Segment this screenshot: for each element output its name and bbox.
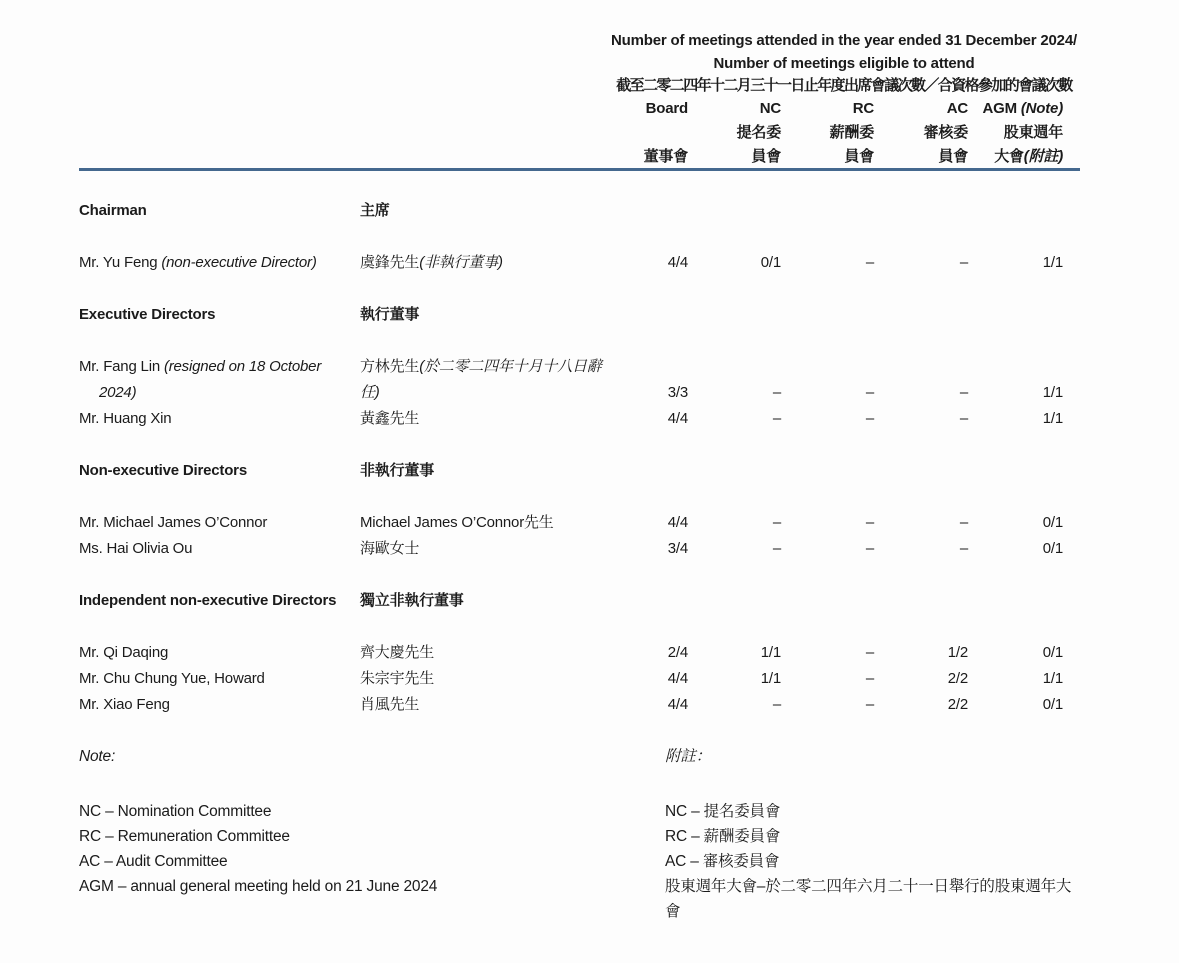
attendance-value-board: 4/4 <box>667 696 688 713</box>
director-name-zh <box>360 510 608 536</box>
section-gap <box>79 562 1080 588</box>
column-header-board <box>608 97 688 169</box>
column-header-zh-line1: 審核委 <box>923 124 968 141</box>
attendance-value-ac: – <box>959 410 968 427</box>
column-header-en-note: (Note) <box>1020 100 1063 117</box>
table-row <box>79 406 1080 432</box>
section-heading-en: Chairman <box>79 202 147 219</box>
attendance-value-board: 3/3 <box>667 384 688 401</box>
header-divider-rule <box>79 168 1080 171</box>
attendance-value-nc: – <box>772 514 781 531</box>
director-name-note: (resigned on 18 October <box>163 358 322 375</box>
attendance-value-board: 4/4 <box>667 410 688 427</box>
note-item-zh: 股東週年大會–於二零二四年六月二十一日舉行的股東週年大會 <box>665 878 1072 920</box>
column-header-zh-line1: 股東週年 <box>1003 124 1063 141</box>
director-name-en <box>79 536 360 562</box>
director-name-en <box>79 640 360 666</box>
heading-gap <box>79 224 1080 250</box>
column-header-en: Board <box>645 100 688 117</box>
director-name-zh-text: 齊大慶先生 <box>360 644 435 661</box>
column-header-en: AC <box>946 100 968 117</box>
director-name-en <box>79 666 360 692</box>
director-name-zh-text: 虞鋒先生 <box>360 254 420 271</box>
director-name: Mr. Chu Chung Yue, Howard <box>79 670 265 687</box>
attendance-value-board: 4/4 <box>667 670 688 687</box>
attendance-value-ac: – <box>959 514 968 531</box>
column-header-zh-line2: 員會 <box>938 148 968 165</box>
director-name-note: (non-executive Director) <box>161 254 317 271</box>
table-title-chinese: 截至二零二四年十二月三十一日止年度出席會議次數／合資格參加的會議次數 <box>616 77 1072 94</box>
director-name-en-line1 <box>79 354 360 380</box>
note-item-zh: AC – 審核委員會 <box>665 853 780 870</box>
note-label-zh: 附註： <box>665 748 711 765</box>
table-row <box>79 250 1080 276</box>
director-name-zh <box>360 250 608 276</box>
attendance-value-rc: – <box>865 514 874 531</box>
director-name-zh <box>360 666 608 692</box>
director-name-zh-text: 海歐女士 <box>360 540 420 557</box>
director-name-zh <box>360 536 608 562</box>
attendance-value-nc: 1/1 <box>760 670 781 687</box>
column-header-spacer-zh <box>360 97 608 169</box>
attendance-value-ac: – <box>959 254 968 271</box>
section-heading-en: Independent non-executive Directors <box>79 592 337 609</box>
director-name: Mr. Yu Feng <box>79 254 158 271</box>
column-header-zh-line1: 提名委 <box>736 124 781 141</box>
column-header-spacer-en <box>79 97 360 169</box>
section-heading-zh: 執行董事 <box>360 306 420 323</box>
section-heading-en: Non-executive Directors <box>79 462 247 479</box>
director-name-zh <box>360 640 608 666</box>
note-item-en: RC – Remuneration Committee <box>79 828 290 845</box>
column-header-agm <box>968 97 1080 169</box>
column-header-zh-line1: 薪酬委 <box>829 124 874 141</box>
director-name-zh-text: Michael James O’Connor先生 <box>360 514 554 531</box>
section-heading <box>79 302 1080 328</box>
director-name: Ms. Hai Olivia Ou <box>79 540 193 557</box>
section-heading-zh: 獨立非執行董事 <box>360 592 464 609</box>
section-heading <box>79 198 1080 224</box>
table-row <box>79 640 1080 666</box>
section-gap <box>79 276 1080 302</box>
table-row <box>79 536 1080 562</box>
attendance-value-rc: – <box>865 670 874 687</box>
attendance-value-board: 4/4 <box>667 254 688 271</box>
attendance-value-agm: 0/1 <box>1042 540 1063 557</box>
table-title-line2: Number of meetings eligible to attend <box>713 54 975 72</box>
column-header-en: AGM (Note) <box>982 100 1063 117</box>
attendance-value-nc: 0/1 <box>760 254 781 271</box>
attendance-value-board: 3/4 <box>667 540 688 557</box>
director-name-zh <box>360 406 608 432</box>
attendance-value-agm: 1/1 <box>1042 254 1063 271</box>
section-heading-zh: 主席 <box>360 202 390 219</box>
attendance-value-nc: – <box>772 384 781 401</box>
attendance-value-ac: 2/2 <box>947 696 968 713</box>
column-header-zh-line2: 董事會 <box>643 148 688 165</box>
section-heading-zh: 非執行董事 <box>360 462 435 479</box>
director-name-zh-note: (非執行董事) <box>419 254 503 271</box>
column-header-en: NC <box>759 100 781 117</box>
attendance-value-nc: – <box>772 540 781 557</box>
column-headers <box>79 97 1080 169</box>
director-name-zh-text: 黃鑫先生 <box>360 410 420 427</box>
notes-english <box>79 744 579 899</box>
attendance-value-ac: – <box>959 540 968 557</box>
attendance-value-rc: – <box>865 254 874 271</box>
column-header-rc <box>781 97 874 169</box>
director-name: Mr. Huang Xin <box>79 410 172 427</box>
attendance-value-ac: 2/2 <box>947 670 968 687</box>
notes-chinese <box>665 744 1080 924</box>
section-heading <box>79 588 1080 614</box>
note-item-en: NC – Nomination Committee <box>79 803 272 820</box>
section-heading-en: Executive Directors <box>79 306 216 323</box>
attendance-value-board: 4/4 <box>667 514 688 531</box>
note-item-zh: RC – 薪酬委員會 <box>665 828 781 845</box>
column-header-ac <box>874 97 968 169</box>
attendance-value-agm: 0/1 <box>1042 644 1063 661</box>
heading-gap <box>79 328 1080 354</box>
attendance-value-ac: 1/2 <box>947 644 968 661</box>
note-item-en: AGM – annual general meeting held on 21 June 2024 <box>79 878 438 895</box>
column-header-en: RC <box>852 100 874 117</box>
attendance-value-nc: – <box>772 410 781 427</box>
attendance-value-agm: 1/1 <box>1042 384 1063 401</box>
section-gap <box>79 432 1080 458</box>
note-item-zh: NC – 提名委員會 <box>665 803 781 820</box>
director-name: Mr. Qi Daqing <box>79 644 169 661</box>
attendance-value-agm: 0/1 <box>1042 696 1063 713</box>
column-header-zh-line2: 員會 <box>844 148 874 165</box>
director-name-en <box>79 406 360 432</box>
attendance-value-rc: – <box>865 384 874 401</box>
table-row <box>79 692 1080 718</box>
attendance-value-rc: – <box>865 540 874 557</box>
attendance-value-nc: – <box>772 696 781 713</box>
column-header-nc <box>688 97 781 169</box>
heading-gap <box>79 484 1080 510</box>
director-name-en <box>79 510 360 536</box>
director-name: Mr. Fang Lin <box>79 358 164 375</box>
table-row <box>79 354 1080 406</box>
attendance-value-board: 2/4 <box>667 644 688 661</box>
note-label-en: Note: <box>79 748 116 765</box>
column-header-zh-line2: 員會 <box>751 148 781 165</box>
attendance-value-agm: 0/1 <box>1042 514 1063 531</box>
table-row <box>79 666 1080 692</box>
director-name-zh-text: 方林先生 <box>360 358 420 375</box>
director-name-en-line2 <box>79 380 360 406</box>
attendance-value-agm: 1/1 <box>1042 410 1063 427</box>
director-name: Mr. Xiao Feng <box>79 696 170 713</box>
attendance-value-rc: – <box>865 644 874 661</box>
director-name-zh <box>360 354 608 406</box>
director-name-en <box>79 250 360 276</box>
table-title-line1: Number of meetings attended in the year ended 31 December 2024/ <box>611 32 1077 49</box>
director-name-note-wrap: 2024) <box>99 384 137 401</box>
attendance-value-nc: 1/1 <box>760 644 781 661</box>
column-header-zh-note: (附註) <box>1023 148 1063 165</box>
attendance-table <box>79 198 1080 718</box>
note-item-en: AC – Audit Committee <box>79 853 228 870</box>
column-header-zh-line2: 大會(附註) <box>994 148 1063 165</box>
director-name-zh-text: 肖風先生 <box>360 696 420 713</box>
table-title <box>608 30 1080 98</box>
attendance-value-ac: – <box>959 384 968 401</box>
heading-gap <box>79 614 1080 640</box>
director-name-en <box>79 692 360 718</box>
attendance-value-agm: 1/1 <box>1042 670 1063 687</box>
director-name-en <box>79 354 360 406</box>
director-name-zh <box>360 692 608 718</box>
column-header-zh-line1 <box>608 121 688 145</box>
attendance-value-rc: – <box>865 410 874 427</box>
table-row <box>79 510 1080 536</box>
section-heading <box>79 458 1080 484</box>
attendance-value-rc: – <box>865 696 874 713</box>
director-name-zh-note: (於二零二四年十月十八日辭任) <box>360 358 602 401</box>
director-name-zh-text: 朱宗宇先生 <box>360 670 435 687</box>
director-name: Mr. Michael James O’Connor <box>79 514 268 531</box>
